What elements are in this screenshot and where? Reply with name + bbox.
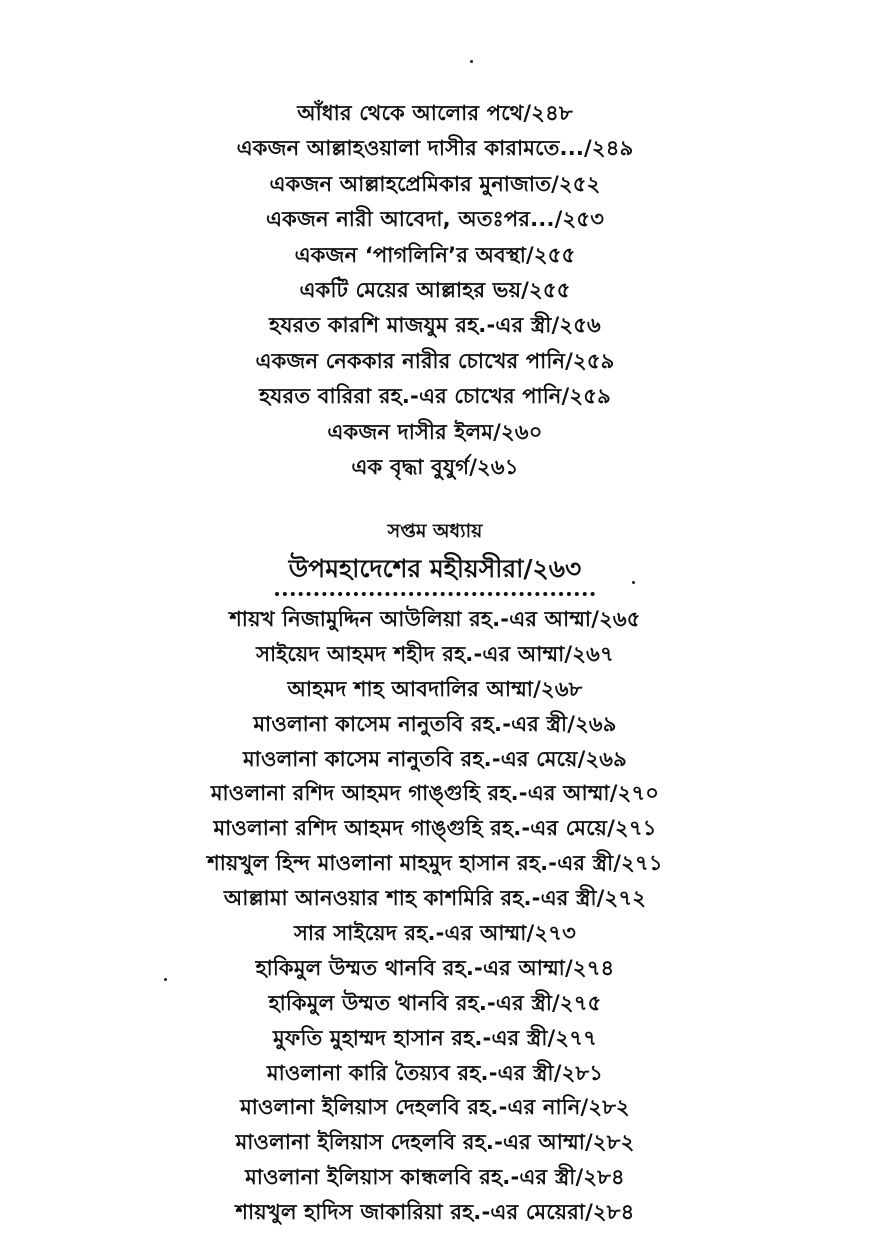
toc-entry: মুফতি মুহাম্মদ হাসান রহ.-এর স্ত্রী/২৭৭: [273, 1025, 597, 1050]
toc-entry: মাওলানা কাসেম নানুতবি রহ.-এর স্ত্রী/২৬৯: [253, 711, 617, 736]
dotted-divider: [275, 592, 595, 596]
toc-entry: সার সাইয়েদ রহ.-এর আম্মা/২৭৩: [294, 921, 576, 946]
toc-entry: মাওলানা ইলিয়াস দেহলবি রহ.-এর নানি/২৮২: [240, 1095, 630, 1120]
print-speck: [470, 60, 473, 63]
toc-entry: একজন আল্লাহপ্রেমিকার মুনাজাত/২৫২: [269, 171, 601, 196]
toc-entry: শায়খুল হিন্দ মাওলানা মাহমুদ হাসান রহ.-এর স্ত্রী/২৭১: [207, 851, 663, 876]
toc-entry: একজন আল্লাহওয়ালা দাসীর কারামতে.../২৪৯: [236, 136, 634, 161]
toc-entry: মাওলানা ইলিয়াস কান্ধলবি রহ.-এর স্ত্রী/২৮৪: [245, 1165, 625, 1190]
toc-entry: সাইয়েদ আহমদ শহীদ রহ.-এর আম্মা/২৬৭: [256, 641, 614, 666]
toc-entry: আহমদ শাহ আবদালির আম্মা/২৬৮: [287, 676, 583, 701]
toc-entry: শায়খ নিজামুদ্দিন আউলিয়া রহ.-এর আম্মা/২৬৫: [229, 607, 641, 631]
toc-entry: হাকিমুল উম্মত থানবি রহ.-এর আম্মা/২৭৪: [255, 955, 615, 980]
toc-entry: মাওলানা রশিদ আহমদ গাঙ্গুহি রহ.-এর আম্মা/২৭০: [210, 781, 660, 806]
toc-list-part-1: [0, 96, 870, 485]
toc-entry: একজন নারী আবেদা, অতঃপর.../২৫৩: [265, 207, 605, 232]
toc-entry: শায়খুল হাদিস জাকারিয়া রহ.-এর মেয়েরা/২৮৪: [235, 1200, 635, 1225]
toc-entry: হযরত বারিরা রহ.-এর চোখের পানি/২৫৯: [259, 384, 611, 409]
toc-entry: মাওলানা কাসেম নানুতবি রহ.-এর মেয়ে/২৬৯: [243, 746, 627, 771]
toc-entry: মাওলানা ইলিয়াস দেহলবি রহ.-এর আম্মা/২৮২: [235, 1130, 635, 1155]
toc-entry: আঁধার থেকে আলোর পথে/২৪৮: [297, 101, 573, 125]
toc-entry: একজন দাসীর ইলম/২৬০: [327, 419, 543, 444]
chapter-label: সপ্তম অধ্যায়: [387, 520, 483, 542]
toc-entry: একটি মেয়ের আল্লাহর ভয়/২৫৫: [299, 277, 571, 302]
toc-list-part-2: [0, 602, 870, 1230]
toc-entry: একজন নেককার নারীর চোখের পানি/২৫৯: [255, 348, 615, 373]
chapter-title: উপমহাদেশের মহীয়সীরা/২৬৩: [288, 554, 582, 583]
toc-entry: হযরত কারশি মাজযুম রহ.-এর স্ত্রী/২৫৬: [269, 313, 601, 338]
toc-entry: আল্লামা আনওয়ার শাহ কাশমিরি রহ.-এর স্ত্রী/২৭২: [223, 886, 647, 911]
toc-entry: মাওলানা কারি তৈয়্যব রহ.-এর স্ত্রী/২৮১: [266, 1060, 604, 1085]
toc-entry: এক বৃদ্ধা বুযুর্গ/২৬১: [351, 454, 519, 479]
toc-entry: হাকিমুল উম্মত থানবি রহ.-এর স্ত্রী/২৭৫: [268, 990, 602, 1015]
toc-entry: একজন ‘পাগলিনি’র অবস্থা/২৫৫: [294, 242, 576, 267]
toc-entry: মাওলানা রশিদ আহমদ গাঙ্গুহি রহ.-এর মেয়ে/২৭১: [213, 816, 657, 841]
